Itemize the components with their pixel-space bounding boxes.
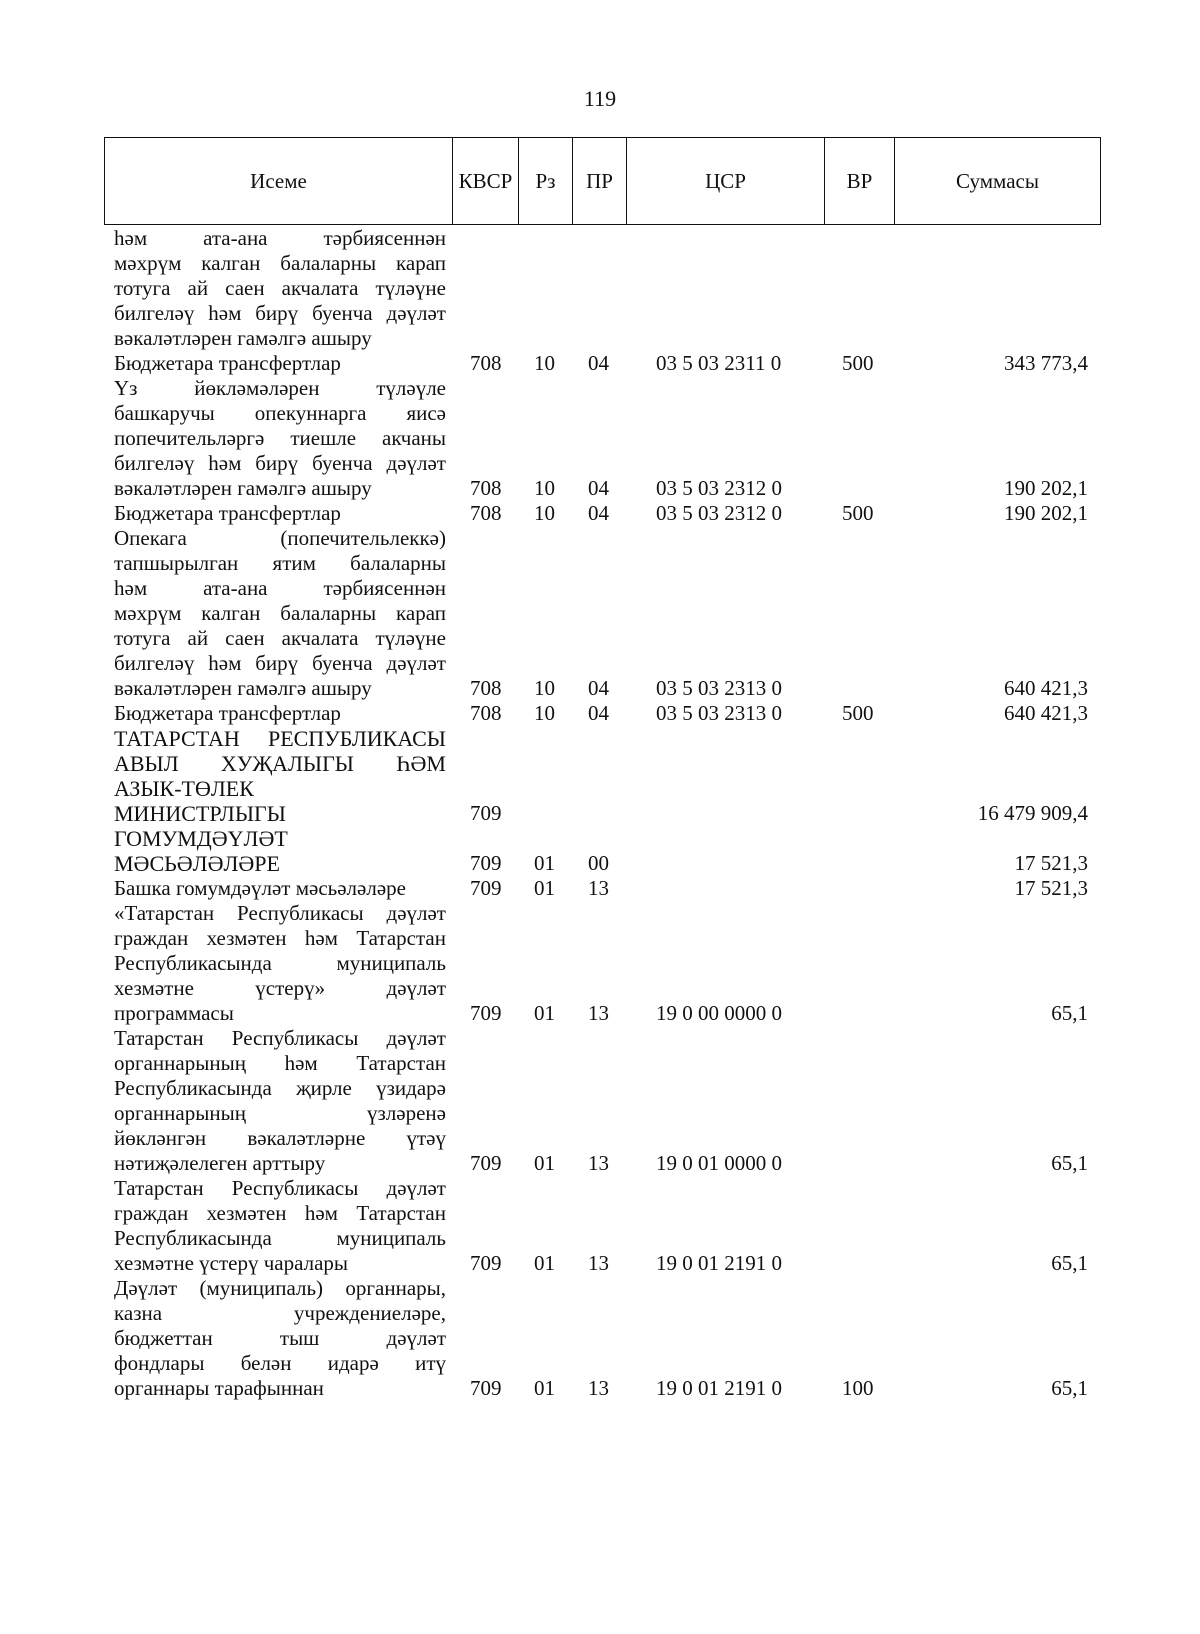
row-name (104, 1026, 452, 1176)
table-row (104, 501, 1100, 526)
row-csr: 19 0 00 0000 0 (656, 1001, 782, 1025)
row-name-line: органнары тарафыннан (114, 1376, 324, 1400)
row-name-line: тотуга ай саен акчалата түләүне (114, 276, 446, 300)
header-csr: ЦСР (627, 138, 825, 225)
row-name-line: Республикасында муниципаль (114, 1226, 446, 1250)
row-name-line: фондлары белән идарә итү (114, 1351, 446, 1375)
header-sum: Суммасы (895, 138, 1101, 225)
header-pr: ПР (573, 138, 627, 225)
row-rz: 10 (534, 351, 555, 375)
row-name (104, 1276, 452, 1401)
row-name-line: «Татарстан Республикасы дәүләт (114, 901, 446, 925)
row-sum: 190 202,1 (1004, 501, 1088, 525)
row-kvsr: 709 (470, 801, 502, 825)
row-csr: 19 0 01 2191 0 (656, 1251, 782, 1275)
row-name-line: Бюджетара трансфертлар (114, 351, 341, 375)
row-sum: 17 521,3 (1014, 851, 1088, 875)
row-name-line: Республикасында җирле үзидарә (114, 1076, 446, 1100)
row-kvsr: 709 (470, 1376, 502, 1400)
row-sum: 65,1 (1051, 1151, 1088, 1175)
row-sum: 65,1 (1051, 1001, 1088, 1025)
row-name-line: Татарстан Республикасы дәүләт (114, 1026, 446, 1050)
row-name-line: органнарының һәм Татарстан (114, 1051, 446, 1075)
table-row (104, 351, 1100, 376)
row-name-line: вәкаләтләрен гамәлгә ашыру (114, 476, 372, 500)
row-pr: 13 (588, 876, 609, 900)
row-sum: 17 521,3 (1014, 876, 1088, 900)
row-pr: 04 (588, 501, 609, 525)
row-pr: 04 (588, 701, 609, 725)
row-csr (626, 726, 824, 826)
page-number: 119 (583, 86, 617, 111)
row-name-line: Бюджетара трансфертлар (114, 501, 341, 525)
row-name (104, 376, 452, 501)
row-pr (572, 226, 626, 351)
row-kvsr (452, 226, 518, 351)
row-name-line: билгеләү һәм бирү буенча дәүләт (114, 301, 446, 325)
row-name-line: билгеләү һәм бирү буенча дәүләт (114, 451, 446, 475)
row-csr (626, 226, 824, 351)
row-name-line: вәкаләтләрен гамәлгә ашыру (114, 326, 372, 350)
row-pr (572, 726, 626, 826)
row-kvsr: 709 (470, 1001, 502, 1025)
table-header (104, 137, 1101, 225)
row-name (104, 501, 452, 526)
row-rz: 10 (534, 701, 555, 725)
row-name-line: попечительләргә тиешле акчаны (114, 426, 446, 450)
row-name-line: граждан хезмәтен һәм Татарстан (114, 926, 446, 950)
row-vr (824, 826, 894, 876)
row-kvsr: 709 (470, 876, 502, 900)
table-row (104, 376, 1100, 501)
table-row (104, 1176, 1100, 1276)
row-rz: 01 (534, 876, 555, 900)
row-kvsr: 708 (470, 351, 502, 375)
row-name-line: Опекага (попечительлеккә) (114, 526, 446, 550)
row-vr: 500 (842, 701, 874, 725)
row-rz (518, 726, 572, 826)
table-row (104, 1276, 1100, 1401)
row-csr (626, 876, 824, 901)
row-csr: 03 5 03 2311 0 (656, 351, 782, 375)
row-rz: 01 (534, 1001, 555, 1025)
row-name-line: программасы (114, 1001, 234, 1025)
row-name-line: казна учреждениеләре, (114, 1301, 446, 1325)
row-name (104, 726, 452, 826)
row-sum: 640 421,3 (1004, 676, 1088, 700)
row-sum: 190 202,1 (1004, 476, 1088, 500)
table-row (104, 901, 1100, 1026)
row-csr: 19 0 01 0000 0 (656, 1151, 782, 1175)
row-csr: 03 5 03 2313 0 (656, 701, 782, 725)
row-pr: 04 (588, 351, 609, 375)
row-vr (824, 1026, 894, 1176)
row-name-line: органнарының үзләренә (114, 1101, 446, 1125)
row-pr: 13 (588, 1001, 609, 1025)
row-sum: 640 421,3 (1004, 701, 1088, 725)
row-csr: 19 0 01 2191 0 (656, 1376, 782, 1400)
table-row (104, 701, 1100, 726)
row-name-line: ГОМУМДӘҮЛӘТ (114, 826, 288, 851)
row-kvsr: 709 (470, 1151, 502, 1175)
row-kvsr: 709 (470, 851, 502, 875)
row-sum (894, 226, 1100, 351)
row-name-line: АЗЫК-ТӨЛЕК (114, 776, 254, 801)
row-name-line: һәм ата-ана тәрбиясеннән (114, 576, 446, 600)
row-csr: 03 5 03 2312 0 (656, 501, 782, 525)
row-name-line: Татарстан Республикасы дәүләт (114, 1176, 446, 1200)
row-sum: 16 479 909,4 (977, 801, 1088, 825)
table-row (104, 876, 1100, 901)
row-name (104, 1176, 452, 1276)
row-vr (824, 226, 894, 351)
row-name-line: мәхрүм калган балаларны карап (114, 601, 446, 625)
row-name-line: Дәүләт (муниципаль) органнары, (114, 1276, 446, 1300)
row-name (104, 351, 452, 376)
row-name-line: вәкаләтләрен гамәлгә ашыру (114, 676, 372, 700)
row-pr: 04 (588, 676, 609, 700)
row-vr (824, 526, 894, 701)
row-csr: 03 5 03 2313 0 (656, 676, 782, 700)
row-rz (518, 226, 572, 351)
budget-table (104, 226, 1100, 1401)
row-csr (626, 826, 824, 876)
row-name-line: тотуга ай саен акчалата түләүне (114, 626, 446, 650)
row-rz: 01 (534, 1251, 555, 1275)
row-kvsr: 708 (470, 701, 502, 725)
row-rz: 10 (534, 501, 555, 525)
row-pr: 13 (588, 1251, 609, 1275)
row-rz: 10 (534, 476, 555, 500)
row-name-line: Республикасында муниципаль (114, 951, 446, 975)
row-name-line: билгеләү һәм бирү буенча дәүләт (114, 651, 446, 675)
row-rz: 01 (534, 851, 555, 875)
row-name (104, 701, 452, 726)
row-name-line: Башка гомумдәүләт мәсьәләләре (114, 876, 406, 900)
row-vr (824, 901, 894, 1026)
row-vr (824, 876, 894, 901)
row-rz: 01 (534, 1376, 555, 1400)
table-row (104, 526, 1100, 701)
row-name-line: АВЫЛ ХУҖАЛЫГЫ ҺӘМ (114, 751, 446, 776)
row-kvsr: 708 (470, 676, 502, 700)
row-name-line: тапшырылган ятим балаларны (114, 551, 446, 575)
table-row (104, 226, 1100, 351)
row-name-line: башкаручы опекуннарга яисә (114, 401, 446, 425)
row-name-line: мәхрүм калган балаларны карап (114, 251, 446, 275)
row-name-line: хезмәтне үстерү чаралары (114, 1251, 349, 1275)
row-kvsr: 709 (470, 1251, 502, 1275)
row-rz: 01 (534, 1151, 555, 1175)
row-kvsr: 708 (470, 476, 502, 500)
row-sum: 65,1 (1051, 1251, 1088, 1275)
row-vr (824, 376, 894, 501)
row-name-line: нәтиҗәлелеген арттыру (114, 1151, 326, 1175)
row-pr: 13 (588, 1376, 609, 1400)
row-rz: 10 (534, 676, 555, 700)
row-vr: 100 (842, 1376, 874, 1400)
row-name-line: бюджеттан тыш дәүләт (114, 1326, 446, 1350)
row-sum: 343 773,4 (1004, 351, 1088, 375)
row-pr: 04 (588, 476, 609, 500)
row-name (104, 901, 452, 1026)
row-vr (824, 726, 894, 826)
header-name: Исеме (105, 138, 453, 225)
table-body (104, 226, 1100, 1401)
row-name-line: МИНИСТРЛЫГЫ (114, 801, 286, 826)
row-vr: 500 (842, 501, 874, 525)
row-name-line: йөкләнгән вәкаләтләрне үтәү (114, 1126, 446, 1150)
row-name-line: Бюджетара трансфертлар (114, 701, 341, 725)
header-kvsr: КВСР (453, 138, 519, 225)
row-name-line: граждан хезмәтен һәм Татарстан (114, 1201, 446, 1225)
row-name (104, 226, 452, 351)
row-name-line: МӘСЬӘЛӘЛӘРЕ (114, 851, 280, 876)
row-kvsr: 708 (470, 501, 502, 525)
table-row (104, 826, 1100, 876)
row-pr: 13 (588, 1151, 609, 1175)
row-pr: 00 (588, 851, 609, 875)
row-vr (824, 1176, 894, 1276)
table-row (104, 726, 1100, 826)
row-sum: 65,1 (1051, 1376, 1088, 1400)
row-name-line: Үз йөкләмәләрен түләүле (114, 376, 446, 400)
row-name-line: хезмәтне үстерү» дәүләт (114, 976, 446, 1000)
row-vr: 500 (842, 351, 874, 375)
header-vr: ВР (825, 138, 895, 225)
row-csr: 03 5 03 2312 0 (656, 476, 782, 500)
table-row (104, 1026, 1100, 1176)
header-rz: Рз (519, 138, 573, 225)
row-name (104, 826, 452, 876)
row-name-line: ТАТАРСТАН РЕСПУБЛИКАСЫ (114, 726, 446, 751)
row-name (104, 526, 452, 701)
row-name (104, 876, 452, 901)
row-name-line: һәм ата-ана тәрбиясеннән (114, 226, 446, 250)
